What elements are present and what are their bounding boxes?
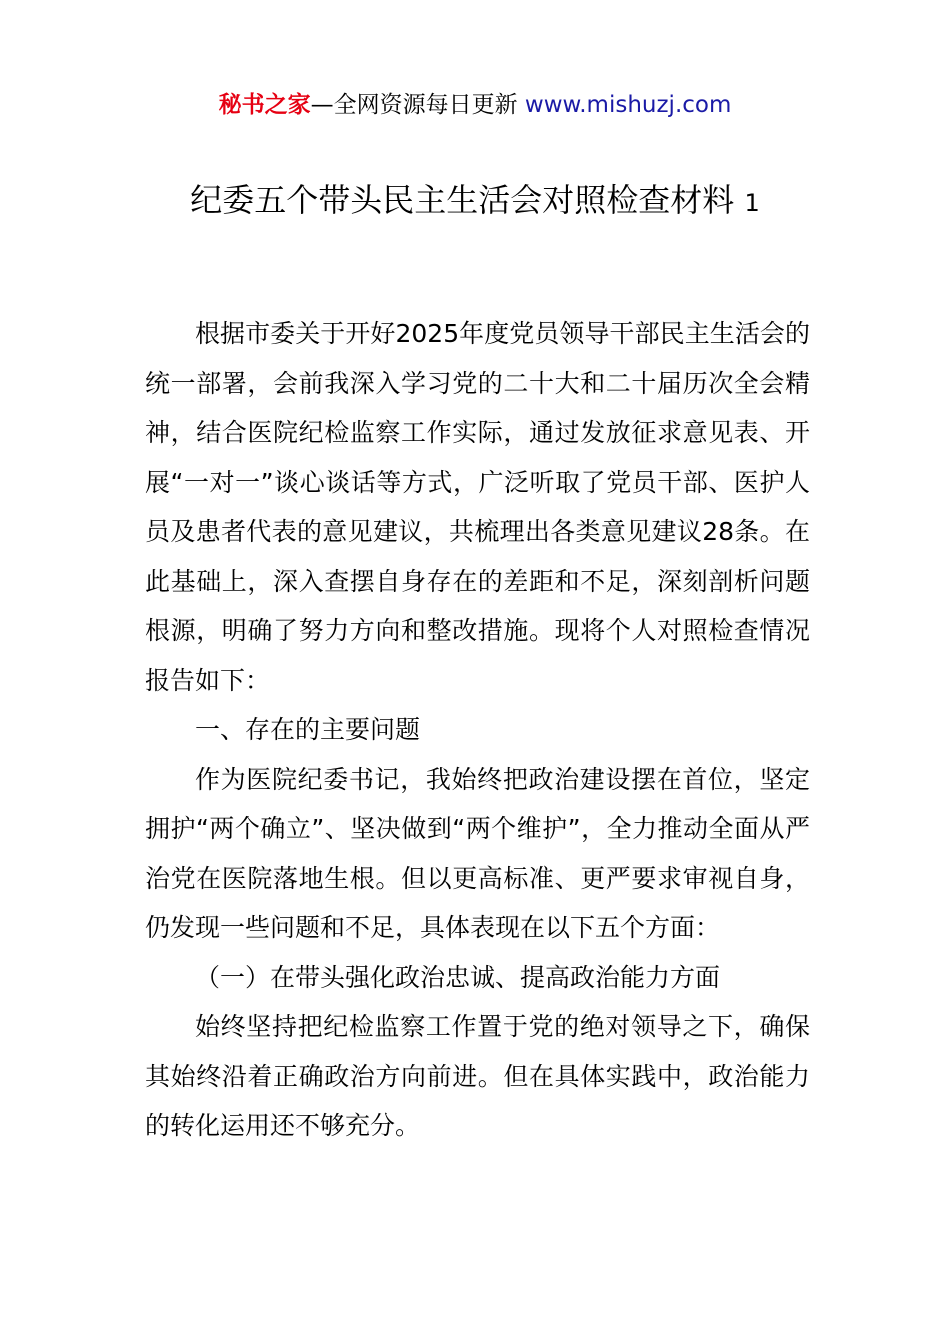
document-title-suffix: 1: [744, 189, 760, 217]
section-intro-paragraph: 作为医院纪委书记，我始终把政治建设摆在首位，坚定拥护“两个确立”、坚决做到“两个维护”，全力推动全面从严治党在医院落地生根。但以更高标准、更严要求审视自身，仍发现一些问题和不足，具体表现在以下五个方面：: [145, 764, 810, 942]
section-heading: 一、存在的主要问题: [195, 715, 421, 744]
subsection-paragraph: 始终坚持把纪检监察工作置于党的绝对领导之下，确保其始终沿着正确政治方向前进。但在具体实践中，政治能力的转化运用还不够充分。: [145, 1012, 810, 1140]
site-header: [0, 88, 950, 122]
document-title: [0, 176, 950, 227]
site-slogan: —全网资源每日更新: [310, 92, 518, 118]
document-body: [145, 309, 810, 1151]
site-url-link[interactable]: www.mishuzj.com: [524, 92, 732, 118]
site-brand: 秘书之家: [218, 92, 311, 118]
intro-paragraph: 根据市委关于开好2025年度党员领导干部民主生活会的统一部署，会前我深入学习党的二十大和二十届历次全会精神，结合医院纪检监察工作实际，通过发放征求意见表、开展“一对一”谈心谈话等方式，广泛听取了党员干部、医护人员及患者代表的意见建议，共梳理出各类意见建议28条。在此基础上，深入查摆自身存在的差距和不足，深刻剖析问题根源，明确了努力方向和整改措施。现将个人对照检查情况报告如下：: [145, 319, 810, 695]
subsection-heading: （一）在带头强化政治忠诚、提高政治能力方面: [195, 962, 721, 992]
document-title-text: 纪委五个带头民主生活会对照检查材料: [190, 181, 735, 219]
